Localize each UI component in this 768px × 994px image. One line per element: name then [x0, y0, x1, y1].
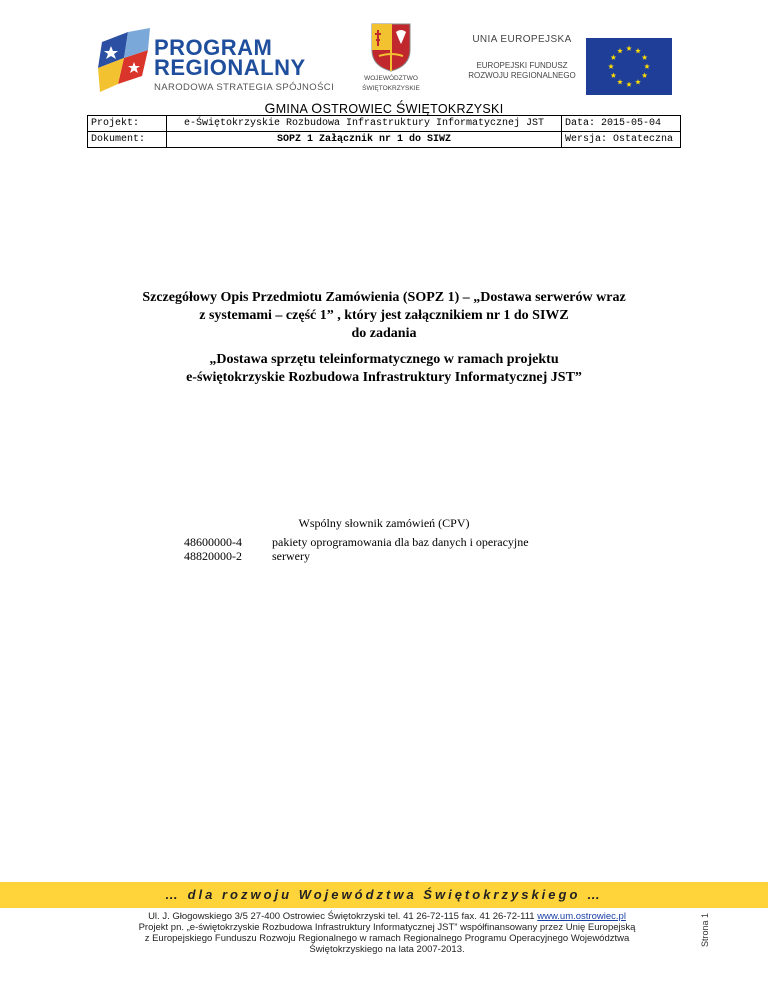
coat-of-arms-icon [370, 22, 412, 72]
program-regionalny-wordmark: PROGRAM REGIONALNY [154, 35, 306, 80]
document-meta-table [87, 115, 681, 148]
project-value: e-Świętokrzyskie Rozbudowa Infrastruktury Informatycznej JST [167, 116, 562, 132]
wojewodztwo-caption: WOJEWÓDZTWO ŚWIĘTOKRZYSKIE [362, 75, 420, 92]
program-regionalny-mark-icon [98, 28, 150, 96]
cpv-code: 48820000-2 [184, 549, 242, 563]
eu-fund-name: EUROPEJSKI FUNDUSZ ROZWOJU REGIONALNEGO [468, 61, 576, 80]
program-regionalny-tagline: NARODOWA STRATEGIA SPÓJNOŚCI [154, 82, 335, 93]
website-link[interactable]: www.um.ostrowiec.pl [537, 911, 626, 922]
version-value: Wersja: Ostateczna [562, 132, 681, 148]
table-row [88, 116, 681, 132]
eu-title: UNIA EUROPEJSKA [472, 34, 572, 45]
cpv-title: Wspólny słownik zamówień (CPV) [298, 516, 470, 530]
eu-flag-icon [586, 38, 672, 95]
document-label: Dokument: [88, 132, 167, 148]
cpv-codes [184, 535, 242, 563]
header-logos [98, 20, 678, 102]
table-row [88, 132, 681, 148]
cpv-code: 48600000-4 [184, 535, 242, 549]
footer-slogan: … dla rozwoju Województwa Świętokrzyskiego … [0, 882, 768, 908]
program-regionalny-logo [98, 28, 338, 100]
project-label: Projekt: [88, 116, 167, 132]
cpv-description: pakiety oprogramowania dla baz danych i operacyjne serwery [272, 535, 529, 563]
wojewodztwo-swietokrzyskie-logo [356, 22, 426, 100]
date-value: Data: 2015-05-04 [562, 116, 681, 132]
page-number: Strona 1 [700, 912, 710, 947]
municipality-title: GMINA OSTROWIEC ŚWIĘTOKRZYSKI [264, 100, 504, 116]
project-title: „Dostawa sprzętu teleinformatycznego w ramach projektu e-świętokrzyskie Rozbudowa Infrastruktury Informatycznej JST” [186, 352, 582, 385]
footer-address: Ul. J. Głogowskiego 3/5 27-400 Ostrowiec Świętokrzyski tel. 41 26-72-115 fax. 41 26-72-111 www.um.ostrowiec.pl Projekt pn. „e-świętokrzyskie Rozbudowa Infrastruktury Informatycznej JST” współfinansowany przez Unię Europejską z Europejskiego Funduszu Rozwoju Regionalnego w ramach Regionalnego Programu Operacyjnego Województwa Świętokrzyskiego na lata 2007-2013. [138, 911, 636, 955]
eu-fund-text [456, 34, 588, 81]
document-value: SOPZ 1 Załącznik nr 1 do SIWZ [167, 132, 562, 148]
document-heading: Szczegółowy Opis Przedmiotu Zamówienia (SOPZ 1) – „Dostawa serwerów wraz z systemami – część 1” , który jest załącznikiem nr 1 do SIWZ do zadania [142, 290, 626, 341]
